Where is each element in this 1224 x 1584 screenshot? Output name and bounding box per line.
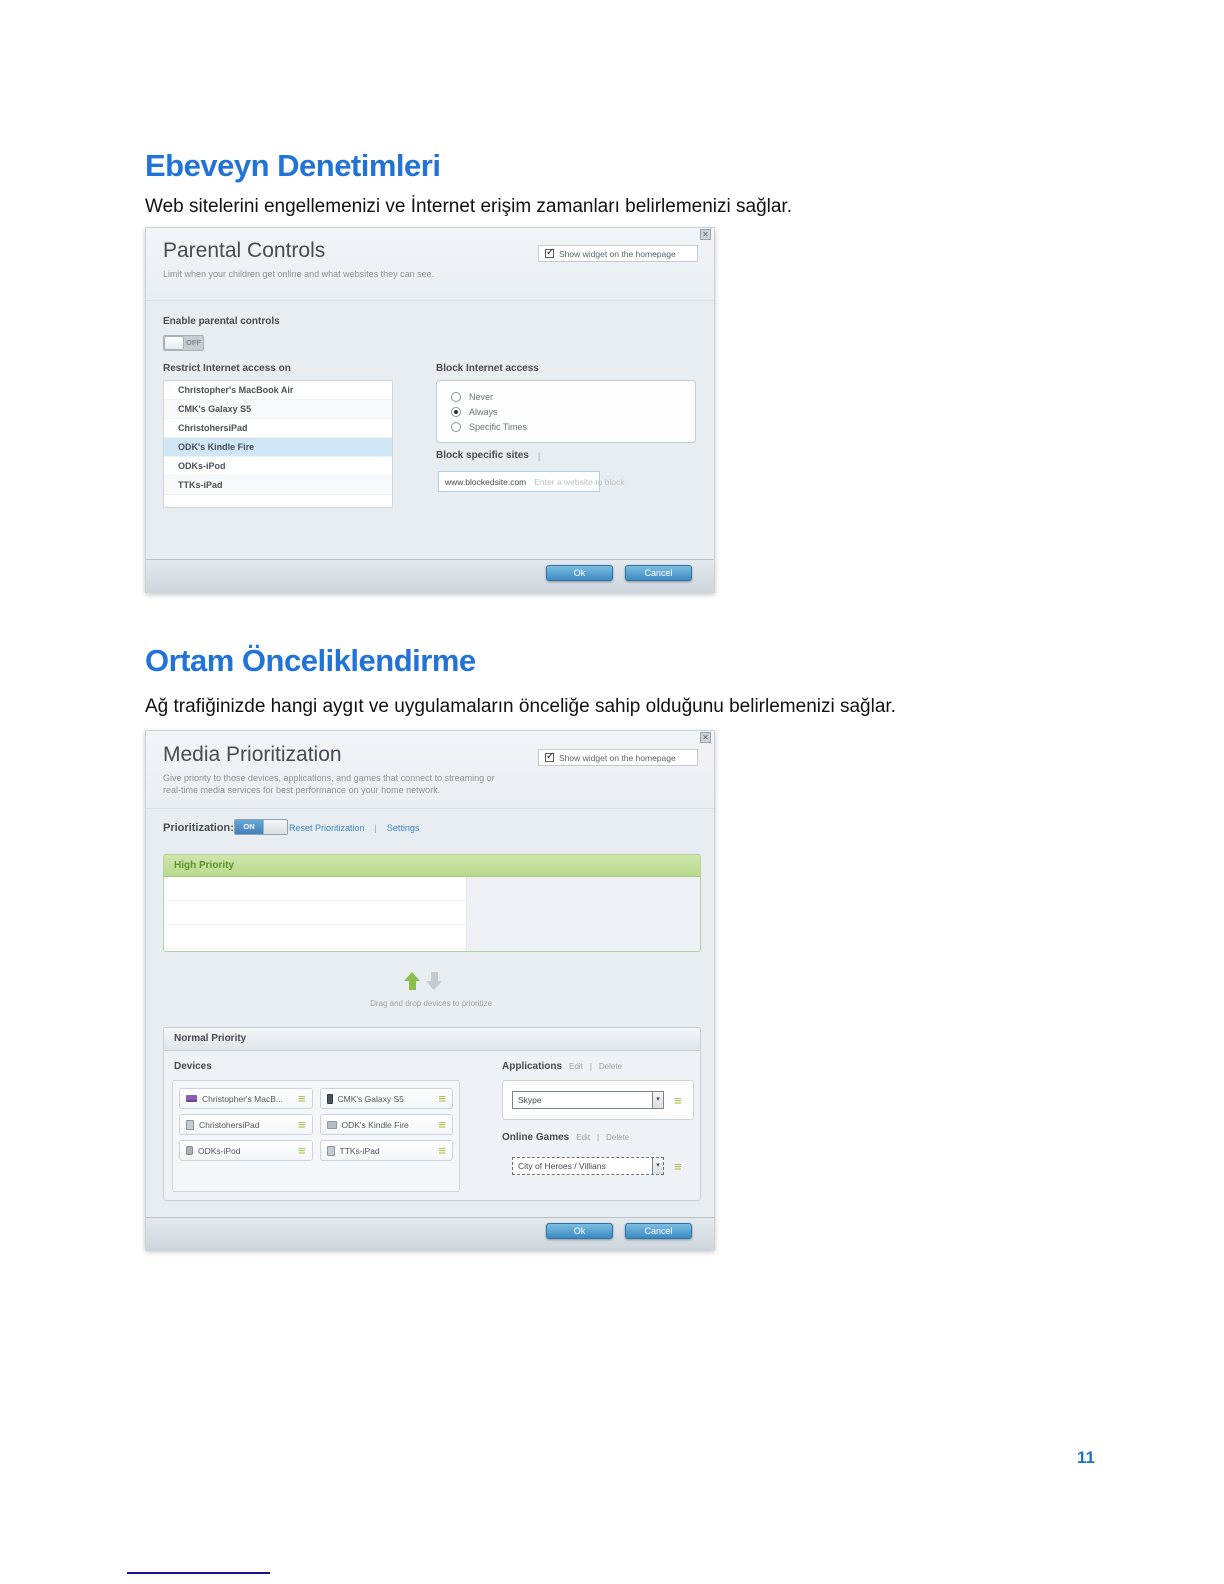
restrict-access-label: Restrict Internet access on xyxy=(163,363,291,374)
devices-card-grid xyxy=(172,1080,460,1192)
empty-priority-row xyxy=(164,925,466,949)
radio-icon[interactable] xyxy=(451,422,461,432)
normal-priority-panel xyxy=(163,1027,701,1201)
close-icon[interactable]: ✕ xyxy=(700,732,711,743)
radio-selected-icon[interactable] xyxy=(451,407,461,417)
footer-rule xyxy=(127,1572,270,1574)
device-card-name: CMK's Galaxy S5 xyxy=(337,1093,404,1104)
kindle-icon xyxy=(327,1121,337,1129)
applications-delete-link[interactable]: Delete xyxy=(598,1062,623,1071)
high-priority-side-area xyxy=(467,877,700,951)
show-widget-label: Show widget on the homepage xyxy=(559,752,676,763)
smartphone-icon xyxy=(327,1094,333,1104)
ok-button[interactable]: Ok xyxy=(546,1223,613,1239)
device-list-item[interactable]: Christopher's MacBook Air xyxy=(164,381,392,400)
media-prioritization-screenshot xyxy=(145,730,715,1250)
show-widget-checkbox[interactable] xyxy=(538,749,698,766)
drag-handle-icon[interactable]: ≡ xyxy=(297,1116,306,1132)
device-card[interactable] xyxy=(320,1140,454,1161)
label-separator: | xyxy=(537,450,541,461)
block-specific-sites-label: Block specific sites xyxy=(436,450,529,461)
show-widget-checkbox[interactable] xyxy=(538,245,698,262)
radio-icon[interactable] xyxy=(451,392,461,402)
online-game-selected-value: City of Heroes / Villians xyxy=(518,1161,606,1171)
device-list-item[interactable]: ODKs-iPod xyxy=(164,457,392,476)
parental-title: Parental Controls xyxy=(163,239,326,262)
checkbox-checked-icon[interactable] xyxy=(545,249,554,258)
toggle-on-label: ON xyxy=(235,820,263,834)
section2-subtitle: Ağ trafiğinizde hangi aygıt ve uygulamaların önceliğe sahip olduğunu belirlemenizi sağlar. xyxy=(145,696,896,717)
empty-priority-row xyxy=(164,877,466,901)
arrow-up-icon xyxy=(404,972,420,990)
section1-title: Ebeveyn Denetimleri xyxy=(145,148,441,183)
radio-label-never: Never xyxy=(469,392,494,402)
device-list-item-selected[interactable]: ODK's Kindle Fire xyxy=(164,438,392,457)
drag-handle-icon[interactable]: ≡ xyxy=(438,1090,446,1106)
radio-label-always: Always xyxy=(469,407,498,417)
links-separator: | xyxy=(374,823,377,833)
online-games-edit-link[interactable]: Edit xyxy=(576,1133,591,1142)
device-card-name: ODKs-iPod xyxy=(198,1145,241,1156)
arrow-down-icon xyxy=(426,972,442,990)
prioritization-toggle[interactable] xyxy=(234,819,288,835)
drag-handle-icon[interactable]: ≡ xyxy=(438,1116,446,1132)
parental-controls-toggle[interactable] xyxy=(163,335,204,351)
blocked-site-value: www.blockedsite.com xyxy=(445,476,527,487)
radio-row-specific-times[interactable] xyxy=(451,422,695,432)
parental-controls-screenshot xyxy=(145,227,715,593)
radio-row-never[interactable] xyxy=(451,392,695,402)
tablet-icon xyxy=(327,1146,335,1156)
media-title: Media Prioritization xyxy=(163,743,342,766)
show-widget-label: Show widget on the homepage xyxy=(559,248,676,259)
drag-handle-icon[interactable]: ≡ xyxy=(438,1142,446,1158)
drag-handle-icon[interactable]: ≡ xyxy=(297,1142,306,1158)
links-separator: | xyxy=(589,1062,592,1071)
drag-arrows xyxy=(404,972,442,990)
high-priority-body xyxy=(164,877,700,951)
links-separator: | xyxy=(597,1133,600,1142)
checkbox-checked-icon[interactable] xyxy=(545,753,554,762)
device-card-name: TTKs-iPad xyxy=(339,1145,380,1156)
drag-handle-icon[interactable]: ≡ xyxy=(297,1090,306,1106)
radio-label-specific-times: Specific Times xyxy=(469,422,528,432)
prioritization-label: Prioritization: xyxy=(163,822,234,834)
toggle-knob[interactable] xyxy=(164,336,184,350)
drag-hint-text: Drag and drop devices to prioritize xyxy=(370,999,492,1008)
ok-button[interactable]: Ok xyxy=(546,565,613,581)
media-subtitle: Give priority to those devices, applications, and games that connect to streaming or real-time media services for best performance on your home network. xyxy=(163,773,495,795)
section1-subtitle: Web sitelerini engellemenizi ve İnternet erişim zamanları belirlemenizi sağlar. xyxy=(145,196,792,217)
toggle-knob[interactable] xyxy=(263,820,287,834)
device-card[interactable] xyxy=(179,1140,313,1161)
device-card[interactable] xyxy=(320,1088,454,1109)
high-priority-header: High Priority xyxy=(164,855,700,877)
applications-edit-link[interactable]: Edit xyxy=(569,1062,583,1071)
cancel-button[interactable]: Cancel xyxy=(625,565,692,581)
device-card[interactable] xyxy=(320,1114,454,1135)
reset-prioritization-link[interactable]: Reset Prioritization xyxy=(289,823,365,833)
blocked-site-placeholder: Enter a website to block xyxy=(534,476,625,487)
blocked-site-input[interactable] xyxy=(438,471,625,492)
radio-row-always[interactable] xyxy=(451,407,695,417)
empty-priority-row xyxy=(164,901,466,925)
settings-link[interactable]: Settings xyxy=(386,823,420,833)
block-access-options xyxy=(436,380,696,443)
enable-parental-controls-label: Enable parental controls xyxy=(163,316,280,327)
device-card[interactable] xyxy=(179,1088,313,1109)
device-card-name: ODK's Kindle Fire xyxy=(341,1119,409,1130)
laptop-icon xyxy=(186,1095,197,1102)
tablet-icon xyxy=(186,1120,194,1130)
cancel-button[interactable]: Cancel xyxy=(625,1223,692,1239)
device-list-item[interactable]: TTKs-iPad xyxy=(164,476,392,495)
normal-priority-header: Normal Priority xyxy=(164,1028,700,1051)
ipod-icon xyxy=(186,1146,193,1155)
chevron-down-icon[interactable]: ▾ xyxy=(652,1158,663,1174)
application-selected-value: Skype xyxy=(518,1095,542,1105)
parental-subtitle: Limit when your children get online and what websites they can see. xyxy=(163,269,435,279)
restricted-devices-list xyxy=(163,380,393,508)
high-priority-panel xyxy=(163,854,701,952)
online-games-delete-link[interactable]: Delete xyxy=(606,1133,630,1142)
applications-label: Applications xyxy=(502,1061,563,1072)
device-list-item[interactable]: ChristohersiPad xyxy=(164,419,392,438)
online-game-select[interactable] xyxy=(512,1157,664,1175)
application-select[interactable] xyxy=(512,1091,664,1109)
online-games-label: Online Games xyxy=(502,1132,570,1143)
toggle-off-label: OFF xyxy=(186,338,201,347)
chevron-down-icon[interactable]: ▾ xyxy=(652,1092,663,1108)
drag-handle-icon[interactable]: ≡ xyxy=(674,1093,682,1108)
drag-handle-icon[interactable]: ≡ xyxy=(674,1159,682,1174)
close-icon[interactable]: ✕ xyxy=(700,229,711,240)
section2-title: Ortam Önceliklendirme xyxy=(145,643,476,678)
device-list-item[interactable]: CMK's Galaxy S5 xyxy=(164,400,392,419)
devices-label: Devices xyxy=(174,1061,212,1072)
block-internet-access-label: Block Internet access xyxy=(436,363,539,374)
page-number: 11 xyxy=(1077,1448,1095,1467)
high-priority-drop-zone[interactable] xyxy=(164,877,467,951)
device-card[interactable] xyxy=(179,1114,313,1135)
device-card-name: Christopher's MacB... xyxy=(202,1093,283,1104)
device-card-name: ChristohersiPad xyxy=(199,1119,260,1130)
